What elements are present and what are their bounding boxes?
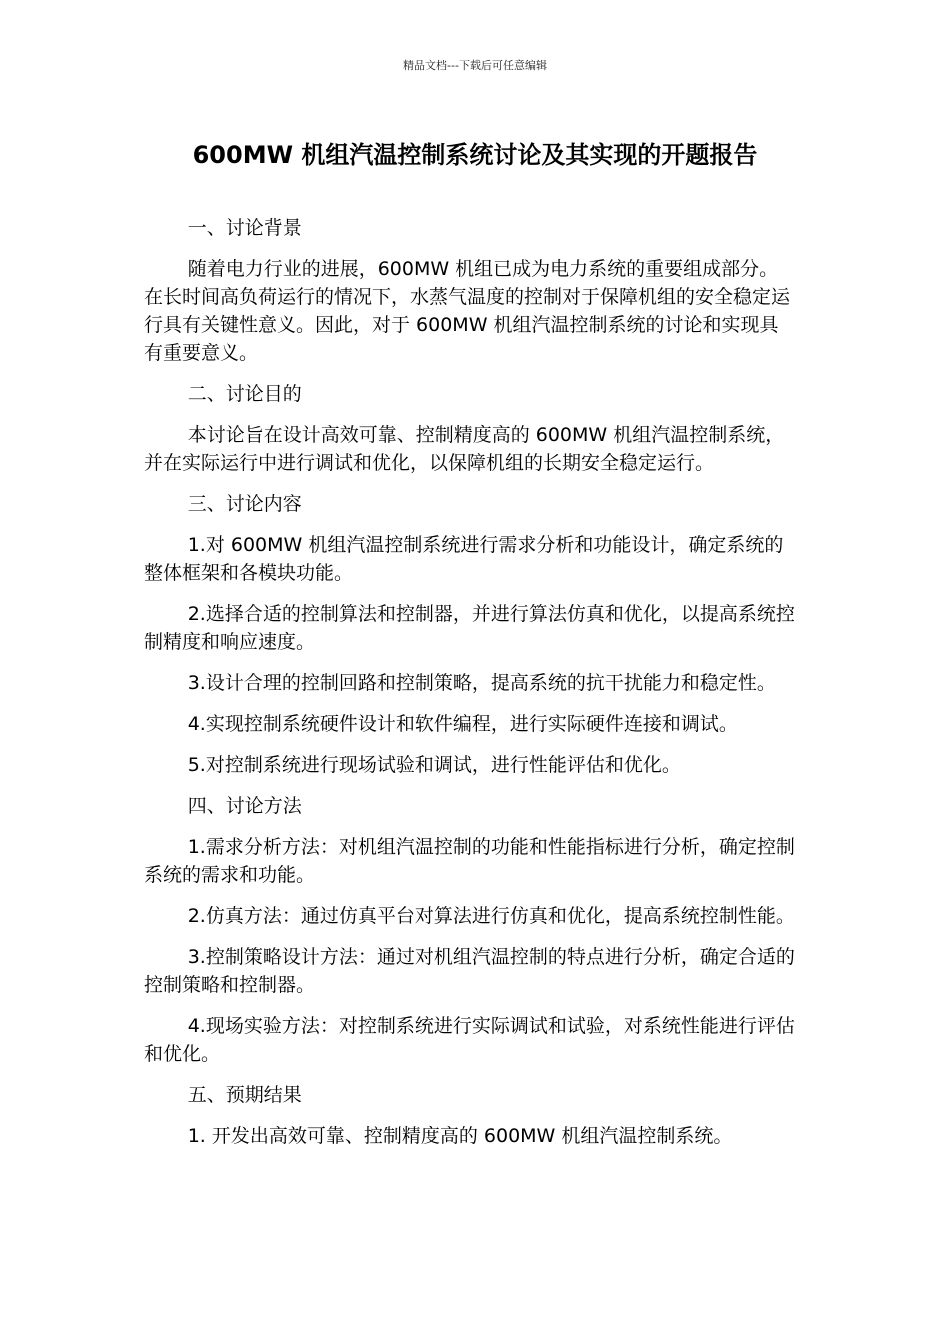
list-item-content-2: 2.选择合适的控制算法和控制器，并进行算法仿真和优化，以提高系统控制精度和响应速度。 <box>144 603 795 653</box>
document-body <box>144 214 796 1163</box>
header-note: 精品文档---下载后可任意编辑 <box>403 59 547 72</box>
list-item-result-1: 1. 开发出高效可靠、控制精度高的 600MW 机组汽温控制系统。 <box>187 1125 733 1147</box>
list-item-content-1: 1.对 600MW 机组汽温控制系统进行需求分析和功能设计，确定系统的整体框架和各模块功能。 <box>144 534 784 584</box>
list-item-method-4: 4.现场实验方法：对控制系统进行实际调试和试验，对系统性能进行评估和优化。 <box>144 1015 795 1065</box>
paragraph-purpose: 本讨论旨在设计高效可靠、控制精度高的 600MW 机组汽温控制系统，并在实际运行中进行调试和优化，以保障机组的长期安全稳定运行。 <box>144 424 785 474</box>
list-item-content-4: 4.实现控制系统硬件设计和软件编程，进行实际硬件连接和调试。 <box>187 713 738 735</box>
section-heading-background: 一、讨论背景 <box>187 217 302 239</box>
document-title: 600MW 机组汽温控制系统讨论及其实现的开题报告 <box>192 141 758 169</box>
list-item-content-3: 3.设计合理的控制回路和控制策略，提高系统的抗干扰能力和稳定性。 <box>187 672 776 694</box>
paragraph-background: 随着电力行业的进展，600MW 机组已成为电力系统的重要组成部分。在长时间高负荷运行的情况下，水蒸气温度的控制对于保障机组的安全稳定运行具有关键性意义。因此，对于 600MW 机组汽温控制系统的讨论和实现具有重要意义。 <box>144 258 791 364</box>
section-heading-purpose: 二、讨论目的 <box>187 383 302 405</box>
section-heading-methods: 四、讨论方法 <box>187 795 302 817</box>
section-heading-content: 三、讨论内容 <box>187 493 302 515</box>
list-item-method-1: 1.需求分析方法：对机组汽温控制的功能和性能指标进行分析，确定控制系统的需求和功能。 <box>144 836 795 886</box>
list-item-method-3: 3.控制策略设计方法：通过对机组汽温控制的特点进行分析，确定合适的控制策略和控制器。 <box>144 946 795 996</box>
section-heading-results: 五、预期结果 <box>187 1084 302 1106</box>
list-item-content-5: 5.对控制系统进行现场试验和调试，进行性能评估和优化。 <box>187 754 681 776</box>
list-item-method-2: 2.仿真方法：通过仿真平台对算法进行仿真和优化，提高系统控制性能。 <box>187 905 795 927</box>
